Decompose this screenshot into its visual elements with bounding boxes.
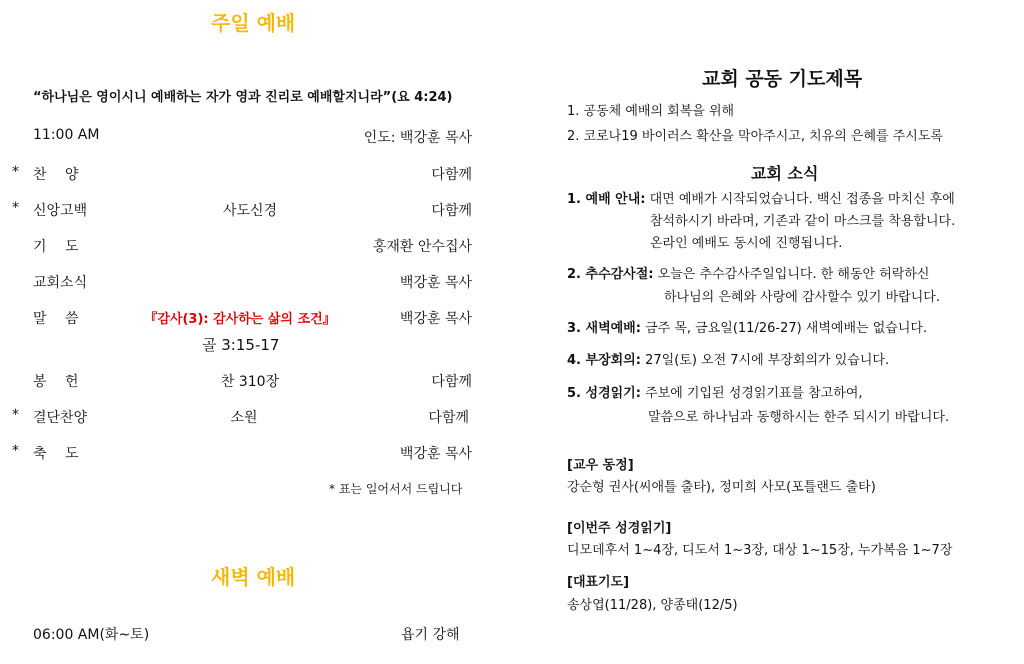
row-label: 찬 양: [33, 167, 79, 183]
stand-marker: *: [12, 164, 19, 180]
news-head: 1. 예배 안내:: [567, 192, 646, 207]
worship-row-time: [0, 127, 490, 149]
row-label: 축 도: [33, 446, 79, 462]
row-leader: 홍재환 안수집사: [372, 239, 472, 255]
rep-prayer-text: 송상엽(11/28), 양종태(12/5): [567, 598, 738, 613]
news-item-reading: 5. 성경읽기: 주보에 기입된 성경읽기표를 참고하여,: [567, 386, 863, 401]
standing-note: * 표는 일어서서 드립니다: [329, 482, 463, 496]
prayer-topics-title: 교회 공동 기도제목: [702, 68, 863, 90]
row-leader: 백강훈 목사: [399, 446, 472, 462]
row-leader: 인도: 백강훈 목사: [363, 130, 472, 146]
row-leader: 백강훈 목사: [399, 275, 472, 291]
news-head: 5. 성경읽기:: [567, 386, 641, 401]
row-leader: 다함께: [431, 167, 472, 183]
dawn-service-time: 06:00 AM(화~토): [33, 627, 150, 643]
rep-prayer-title: [대표기도]: [567, 575, 630, 590]
worship-row-offering: [0, 371, 490, 393]
row-label: 기 도: [33, 239, 79, 255]
theme-verse: “하나님은 영이시니 예배하는 자가 영과 진리로 예배할지니라”(요 4:24): [33, 90, 453, 105]
news-item-meeting: 4. 부장회의: 27일(토) 오전 7시에 부장회의가 있습니다.: [567, 353, 890, 368]
worship-row-prayer: [0, 236, 490, 258]
news-item-thanksgiving: 2. 추수감사절: 오늘은 추수감사주일입니다. 한 해동안 허락하신: [567, 267, 930, 282]
news-head: 2. 추수감사절:: [567, 267, 654, 282]
news-head: 4. 부장회의:: [567, 353, 641, 368]
row-detail: 소원: [230, 410, 258, 426]
members-news-text: 강순형 권사(씨애틀 출타), 정미희 사모(포틀랜드 출타): [567, 480, 876, 495]
row-label: 봉 헌: [33, 374, 79, 390]
row-leader: 다함께: [431, 374, 472, 390]
stand-marker: *: [12, 407, 19, 423]
worship-row-sermon: [0, 308, 490, 330]
worship-row-hymn: [0, 407, 490, 429]
members-news-title: [교우 동정]: [567, 458, 634, 473]
worship-row-benediction: [0, 443, 490, 465]
worship-row-praise: [0, 164, 490, 186]
row-leader: 다함께: [431, 203, 472, 219]
bible-reading-title: [이번주 성경읽기]: [567, 521, 672, 536]
row-label: 11:00 AM: [33, 127, 100, 143]
scripture-reference: 골 3:15-17: [202, 336, 280, 354]
row-label: 결단찬양: [33, 410, 88, 426]
church-news-title: 교회 소식: [751, 164, 819, 183]
stand-marker: *: [12, 200, 19, 216]
row-detail: 사도신경: [222, 203, 278, 219]
dawn-service-leader: 욥기 강해: [401, 627, 460, 643]
sunday-service-title: 주일 예배: [211, 11, 296, 35]
row-label: 말 씀: [33, 311, 79, 327]
bible-reading-text: 디모데후서 1~4장, 디도서 1~3장, 대상 1~15장, 누가복음 1~7장: [567, 543, 953, 558]
stand-marker: *: [12, 443, 19, 459]
row-leader: 백강훈 목사: [399, 311, 472, 327]
prayer-item: 1. 공동체 예배의 회복을 위해: [567, 104, 735, 119]
worship-row-creed: [0, 200, 490, 222]
sermon-title: 『감사(3): 감사하는 삶의 조건』: [144, 312, 336, 327]
row-label: 신앙고백: [33, 203, 88, 219]
news-item-worship: 1. 예배 안내: 대면 예배가 시작되었습니다. 백신 접종을 마치신 후에: [567, 192, 955, 207]
row-leader: 다함께: [428, 410, 469, 426]
worship-row-news: [0, 272, 490, 294]
prayer-item: 2. 코로나19 바이러스 확산을 막아주시고, 치유의 은혜를 주시도록: [567, 129, 943, 144]
news-head: 3. 새벽예배:: [567, 321, 641, 336]
row-detail: 찬 310장: [220, 374, 280, 390]
dawn-service-title: 새벽 예배: [211, 565, 296, 589]
news-item-dawn: 3. 새벽예배: 금주 목, 금요일(11/26-27) 새벽예배는 없습니다.: [567, 321, 928, 336]
row-label: 교회소식: [33, 275, 88, 291]
